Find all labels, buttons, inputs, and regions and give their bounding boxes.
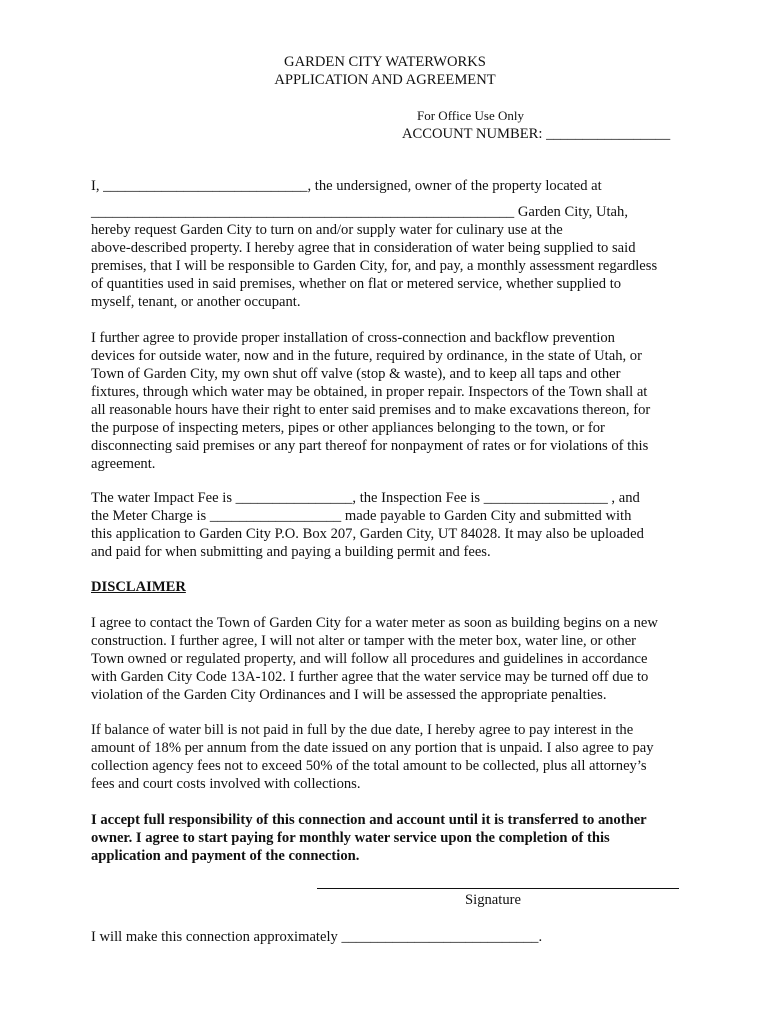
account-number-field[interactable]: ACCOUNT NUMBER: _________________ — [402, 126, 671, 142]
signature-line[interactable] — [317, 888, 679, 889]
disclaimer-paragraph-2: If balance of water bill is not paid in full by the due date, I hereby agree to pay interest in the amount of 18% per annum from the date issued on any portion that is unpaid. I also agree to pay collection agency fees not to exceed 50% of the total amount to be collected, plus all attorney’s fees and court costs involved with collections. — [91, 722, 654, 792]
responsibility-statement: I accept full responsibility of this connection and account until it is transferred to another owner. I agree to start paying for monthly water service upon the completion of this application and payment of the connection. — [91, 812, 647, 864]
document-title: GARDEN CITY WATERWORKS — [284, 54, 486, 70]
disclaimer-paragraph-1: I agree to contact the Town of Garden City for a water meter as soon as building begins on a new construction. I further agree, I will not alter or tamper with the meter box, water line, or other Town owned or regulated property, and will follow all procedures and guidelines in accordance with Garden City Code 13A-102. I further agree that the water service may be turned off due to violation of the Garden City Ordinances and I will be assessed the appropriate penalties. — [91, 615, 658, 703]
office-use-label: For Office Use Only — [417, 108, 524, 123]
disclaimer-heading: DISCLAIMER — [91, 579, 186, 595]
installation-paragraph: I further agree to provide proper installation of cross-connection and backflow prevention devices for outside water, now and in the future, required by ordinance, in the state of Utah, or Town of Garden City, my own shut off valve (stop & waste), and to keep all taps and other fixtures, through which water may be obtained, in proper repair. Inspectors of the Town shall at all reasonable hours have their right to enter said premises and to make excavations thereon, for the purpose of inspecting meters, pipes or other appliances belonging to the town, or for disconnecting said premises or any part thereof for nonpayment of rates or for violations of this agreement. — [91, 330, 651, 472]
fees-paragraph: The water Impact Fee is ________________, the Inspection Fee is _________________ , and the Meter Charge is __________________ made payable to Garden City and submitted with this application to Garden City P.O. Box 207, Garden City, UT 84028. It may also be uploaded and paid for when submitting and paying a building permit and fees. — [91, 490, 644, 560]
owner-name-line[interactable]: I, ____________________________, the undersigned, owner of the property located at — [91, 178, 602, 194]
signature-label: Signature — [465, 892, 521, 908]
document-subtitle: APPLICATION AND AGREEMENT — [274, 72, 496, 88]
connection-date-line[interactable]: I will make this connection approximately ___________________________. — [91, 929, 543, 945]
intro-paragraph: hereby request Garden City to turn on and/or supply water for culinary use at the above-described property. I hereby agree that in consideration of water being supplied to said premises, that I will be responsible to Garden City, for, and pay, a monthly assessment regardless of quantities used in said premises, whether on flat or metered service, whether supplied to myself, tenant, or another occupant. — [91, 222, 658, 310]
property-address-line[interactable]: __________________________________________________________ Garden City, Utah, — [91, 204, 628, 220]
